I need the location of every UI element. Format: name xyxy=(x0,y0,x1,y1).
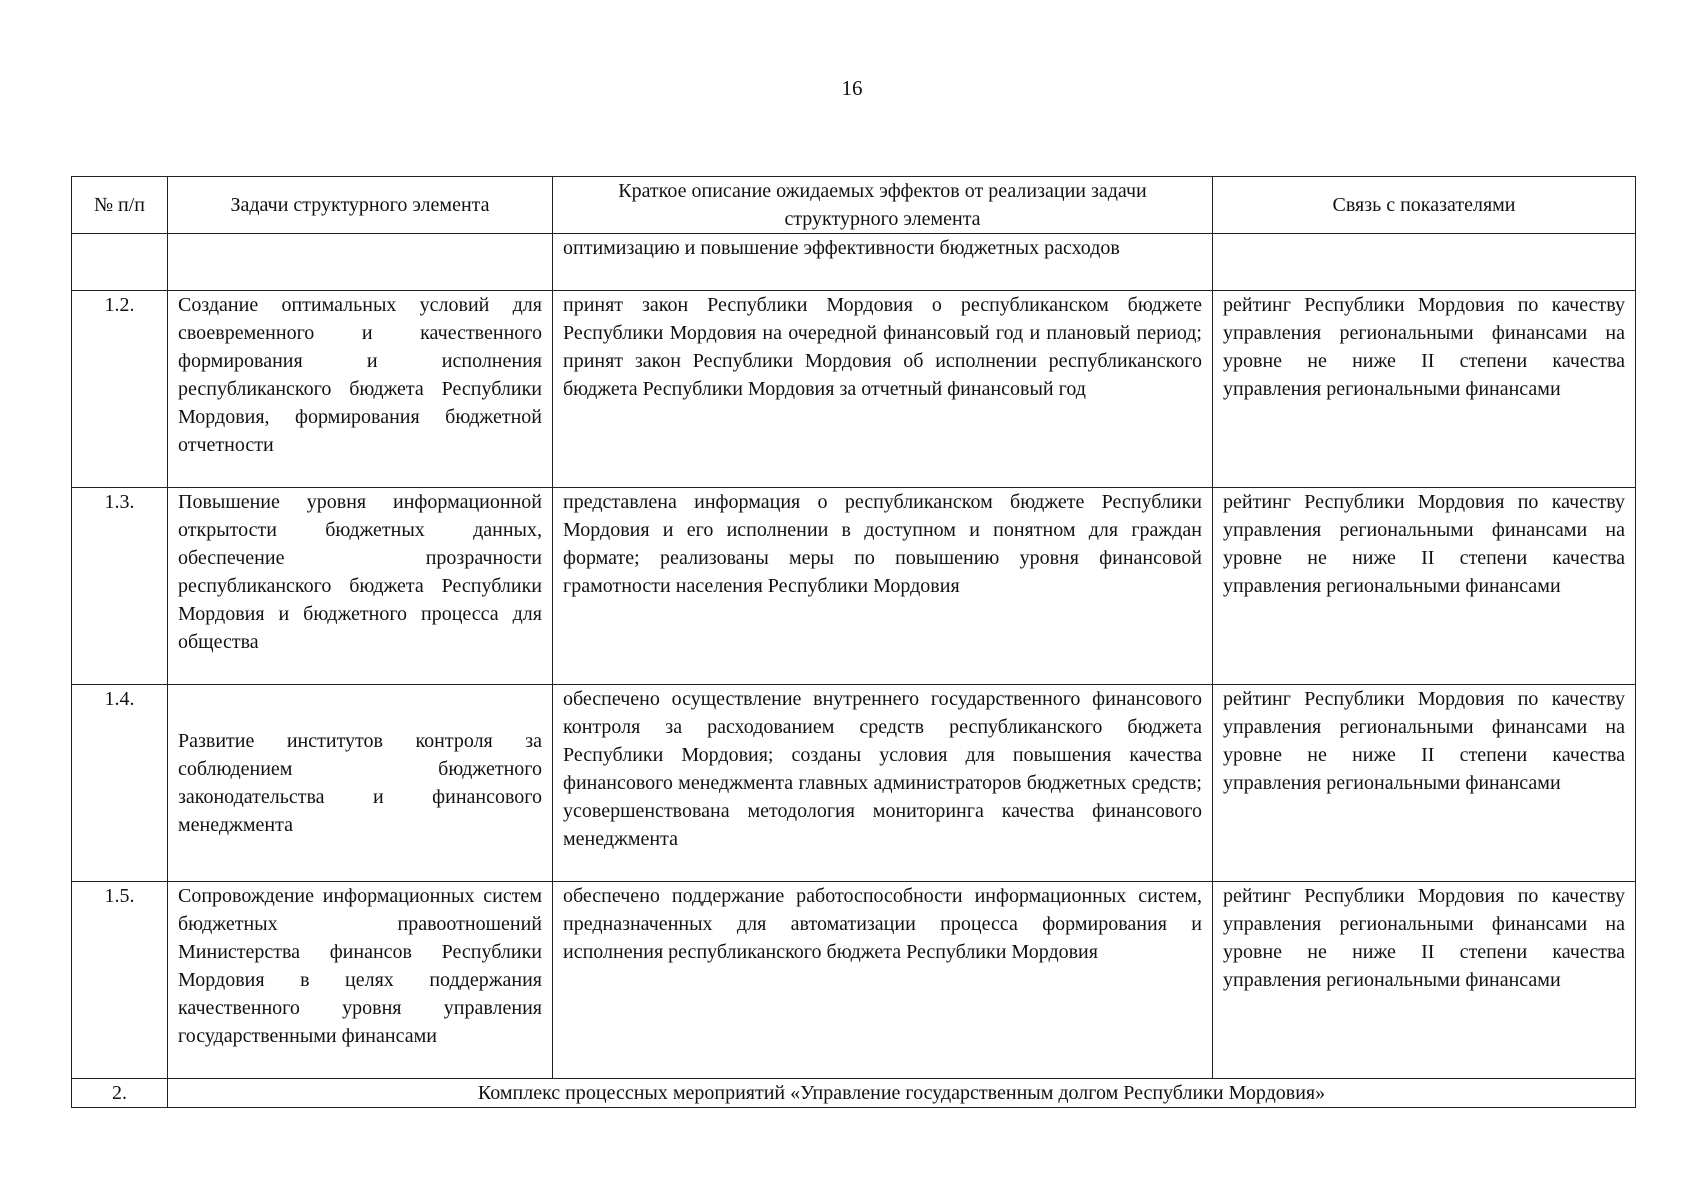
section-number: 2. xyxy=(72,1079,168,1108)
header-task: Задачи структурного элемента xyxy=(168,177,553,234)
row-effects: представлена информация о республиканском бюджете Республики Мордовия и его исполнении в доступном и понятном для граждан формате; реализованы меры по повышению уровня финансовой грамотности населения Республики Мордовия xyxy=(553,488,1213,685)
table-row xyxy=(72,488,1636,685)
row-number: 1.2. xyxy=(72,291,168,488)
table-row xyxy=(72,882,1636,1079)
table-header-row xyxy=(72,177,1636,234)
row-task: Создание оптимальных условий для своевременного и качественного формирования и исполнения республиканского бюджета Республики Мордовия, формирования бюджетной отчетности xyxy=(168,291,553,488)
row-effects: принят закон Республики Мордовия о республиканском бюджете Республики Мордовия на очередной финансовый год и плановый период; принят закон Республики Мордовия об исполнении республиканского бюджета Республики Мордовия за отчетный финансовый год xyxy=(553,291,1213,488)
row-task xyxy=(168,234,553,291)
row-indicators-link: рейтинг Республики Мордовия по качеству управления региональными финансами на уровне не ниже II степени качества управления региональными финансами xyxy=(1213,291,1636,488)
row-task: Повышение уровня информационной открытости бюджетных данных, обеспечение прозрачности республиканского бюджета Республики Мордовия и бюджетного процесса для общества xyxy=(168,488,553,685)
header-effects: Краткое описание ожидаемых эффектов от реализации задачи структурного элемента xyxy=(553,177,1213,234)
row-task: Развитие институтов контроля за соблюдением бюджетного законодательства и финансового менеджмента xyxy=(168,685,553,882)
section-row xyxy=(72,1079,1636,1108)
table-row xyxy=(72,685,1636,882)
row-indicators-link xyxy=(1213,234,1636,291)
row-number: 1.5. xyxy=(72,882,168,1079)
row-effects: обеспечено осуществление внутреннего государственного финансового контроля за расходованием средств республиканского бюджета Республики Мордовия; созданы условия для повышения качества финансового менеджмента главных администраторов бюджетных средств; усовершенствована методология мониторинга качества финансового менеджмента xyxy=(553,685,1213,882)
row-indicators-link: рейтинг Республики Мордовия по качеству управления региональными финансами на уровне не ниже II степени качества управления региональными финансами xyxy=(1213,685,1636,882)
row-number: 1.3. xyxy=(72,488,168,685)
row-indicators-link: рейтинг Республики Мордовия по качеству управления региональными финансами на уровне не ниже II степени качества управления региональными финансами xyxy=(1213,488,1636,685)
row-number xyxy=(72,234,168,291)
row-task: Сопровождение информационных систем бюджетных правоотношений Министерства финансов Республики Мордовия в целях поддержания качественного уровня управления государственными финансами xyxy=(168,882,553,1079)
section-title: Комплекс процессных мероприятий «Управление государственным долгом Республики Мордовия» xyxy=(168,1079,1636,1108)
table-row xyxy=(72,291,1636,488)
header-indicators-link: Связь с показателями xyxy=(1213,177,1636,234)
page-number: 16 xyxy=(841,76,863,100)
row-effects: оптимизацию и повышение эффективности бюджетных расходов xyxy=(553,234,1213,291)
row-number: 1.4. xyxy=(72,685,168,882)
header-number: № п/п xyxy=(72,177,168,234)
structural-element-table xyxy=(71,176,1636,1108)
row-effects: обеспечено поддержание работоспособности информационных систем, предназначенных для автоматизации процесса формирования и исполнения республиканского бюджета Республики Мордовия xyxy=(553,882,1213,1079)
row-indicators-link: рейтинг Республики Мордовия по качеству управления региональными финансами на уровне не ниже II степени качества управления региональными финансами xyxy=(1213,882,1636,1079)
table-row xyxy=(72,234,1636,291)
